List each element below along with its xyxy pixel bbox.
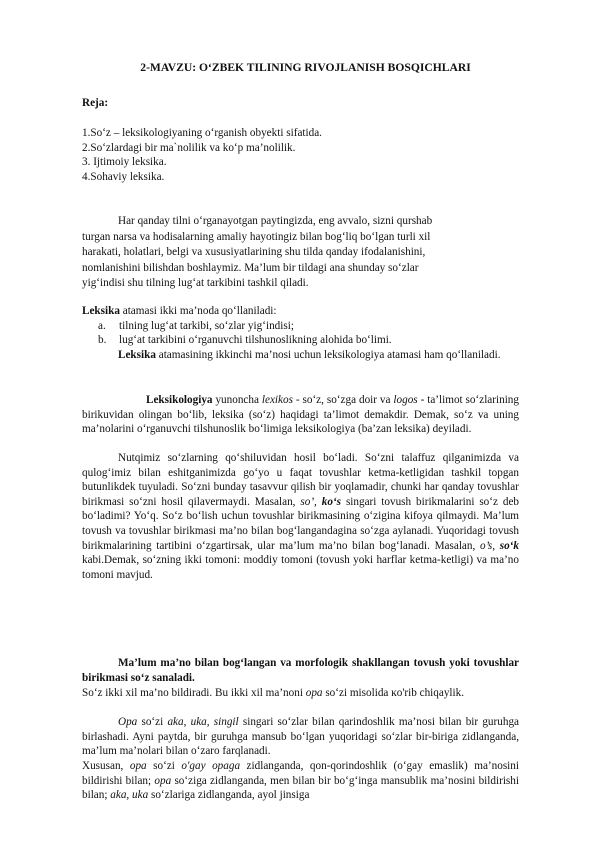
leksikologiya-paragraph bbox=[82, 393, 519, 437]
plan-item: 3. Ijtimoiy leksika. bbox=[82, 156, 167, 169]
italic-word: lexikos bbox=[261, 394, 293, 406]
bold-italic-word: so‘k bbox=[499, 539, 519, 552]
leksika-second-term: Leksika bbox=[118, 348, 156, 361]
text-span: so‘ziga zidlanganda, men bilan bir bo‘g‘inga mansublik ma’nosini bildirishi bilan; bbox=[82, 774, 519, 802]
italic-word: opa bbox=[154, 774, 172, 787]
italic-word: uka, singil bbox=[190, 716, 239, 728]
italic-word: aka bbox=[167, 716, 184, 728]
text-span: Xususan, bbox=[82, 760, 130, 772]
intro-paragraph: Har qanday tilni o‘rganayotgan paytingizda, eng avvalo, sizni qurshab turgan narsa va hodisalarning amaliy hayotingiz bilan bog‘liq bo‘lgan turli xil harakati, holatlari, belgi va xususiyatlarining shu tilda qanday ifodalanishini, nomlanishini bilishdan boshlaymiz. Ma’lum bir tildagi ana shunday so‘zlar yig‘indisi shu tilning lug‘at tarkibini tashkil qiladi. bbox=[82, 215, 433, 289]
italic-word: opa bbox=[129, 760, 147, 772]
text-span: So‘z ikki xil ma’no bildiradi. Bu ikki xil ma’noni bbox=[82, 687, 306, 699]
text-span: - so‘z, so‘zga doir va bbox=[292, 394, 394, 406]
list-item-text: tilning lug‘at tarkibi, so‘zlar yig‘indisi; bbox=[119, 319, 294, 332]
plan-item: 1.So‘z – leksikologiyaning o‘rganish obyekti sifatida. bbox=[82, 127, 322, 139]
text-span: so‘zlariga zidlanganda, ayol jinsiga bbox=[148, 789, 310, 802]
text-span: so‘zi misolida ĸo'rib chiqaylik. bbox=[322, 687, 465, 699]
xusus-paragraph bbox=[82, 759, 519, 803]
italic-word: aka, uka bbox=[110, 789, 149, 802]
text-span: singari so‘zlar bilan qarindoshlik ma’nosi bilan bir guruhga birlashadi. Ayni paytda, bir guruhga mansub bo‘lgan yuqoridagi so‘zlar bir-biriga zidlanganda, ma’lum ma’nolari bilan o‘zaro farqlanadi. bbox=[82, 716, 520, 758]
italic-word: logos bbox=[393, 394, 418, 406]
text-span: singari tovush birikmalarini so‘z deb bo‘ladimi? Yo‘q. So‘z bo‘lish uchun tovushlar birikmasining o‘zigina kifoya qilmaydi. Ma’lum tovush va tovushlar birikmasi ma’no bilan bog‘langandagina so‘zga aylanadi. Yuqoridagi tovush birikmalarining tartibini o‘zgartirsak, ular ma’lum ma’no bilan bog‘lanadi. Masalan, bbox=[82, 495, 520, 552]
bold-italic-word: ko‘s bbox=[321, 495, 342, 508]
text-span: zidlanganda, qon-qorindoshlik (o‘gay emaslik) ma’nosini bildirishi bilan; bbox=[82, 760, 519, 787]
plan-list bbox=[82, 126, 519, 184]
list-marker: b. bbox=[98, 334, 107, 347]
list-item-text: lug‘at tarkibini o‘rganuvchi tilshunoslikning alohida bo‘limi. bbox=[119, 334, 392, 347]
italic-word: o’s, bbox=[479, 539, 496, 552]
text-span: kabi.Demak, so‘zning ikki tomoni: moddiy tomoni (tovush yoki harflar ketma-ketligi) va ma’no tomoni mavjud. bbox=[82, 554, 519, 581]
text-span: so‘zi bbox=[146, 760, 182, 772]
leksika-second-rest: atamasining ikkinchi ma’nosi uchun leksikologiya atamasi ham qo‘llaniladi. bbox=[155, 348, 501, 361]
definition-paragraph bbox=[82, 656, 519, 685]
list-marker: a. bbox=[98, 319, 106, 332]
italic-word: Opa bbox=[118, 716, 138, 728]
text-span: yunoncha bbox=[212, 394, 262, 406]
leksikologiya-term: Leksikologiya bbox=[146, 394, 213, 406]
opa-paragraph bbox=[82, 715, 519, 759]
plan-item: 2.So‘zlardagi bir ma`nolilik va ko‘p ma’nolilik. bbox=[82, 141, 296, 154]
page-title: 2-MAVZU: O‘ZBEK TILINING RIVOJLANISH BOSQICHLARI bbox=[140, 61, 471, 74]
list-item bbox=[98, 333, 519, 348]
text-span: - ta’limot so‘zlarining birikuvidan olingan bo‘lib, leksika (so‘z) haqidagi ta’limot demakdir. Demak, so‘z va uning ma’nolarini o‘rganuvchi tilshunoslik bo‘limiga leksikologiya (ba’zan leksika) deyiladi. bbox=[82, 394, 519, 436]
text-span: so‘zi bbox=[137, 716, 168, 728]
nutq-paragraph bbox=[82, 451, 519, 582]
plan-item: 4.Sohaviy leksika. bbox=[82, 170, 165, 183]
italic-word: so’, bbox=[300, 495, 317, 508]
italic-word: o'gay opaga bbox=[181, 760, 241, 772]
plan-heading bbox=[82, 96, 519, 111]
definition-text: Ma’lum ma’no bilan bog‘langan va morfologik shakllangan tovush yoki tovushlar birikmasi so‘z sanaladi. bbox=[82, 657, 519, 684]
text-span: , bbox=[183, 716, 191, 728]
list-item bbox=[98, 319, 519, 334]
plan-heading-text: Reja: bbox=[82, 97, 109, 109]
leksika-rest: atamasi ikki ma’noda qo‘llaniladi: bbox=[119, 305, 277, 317]
italic-word: opa bbox=[305, 687, 323, 699]
text-span: Nutqimiz so‘zlarning qo‘shiluvidan hosil bo‘ladi. So‘zni talaffuz qilganimizda va qulog‘imiz bilan eshitganimizda go‘yo u faqat tovushlar ketma-ketligidan tashkil topgan butunlikdek tuyuladi. So‘zni bunday tasavvur qilish bir yoqlamadir, chunki har qanday tovushlar birikmasi so‘zni hosil qilavermaydi. Masalan, bbox=[82, 452, 519, 508]
leksika-paragraph bbox=[82, 304, 519, 362]
ikki-paragraph bbox=[82, 686, 519, 701]
leksika-term: Leksika bbox=[82, 305, 120, 317]
